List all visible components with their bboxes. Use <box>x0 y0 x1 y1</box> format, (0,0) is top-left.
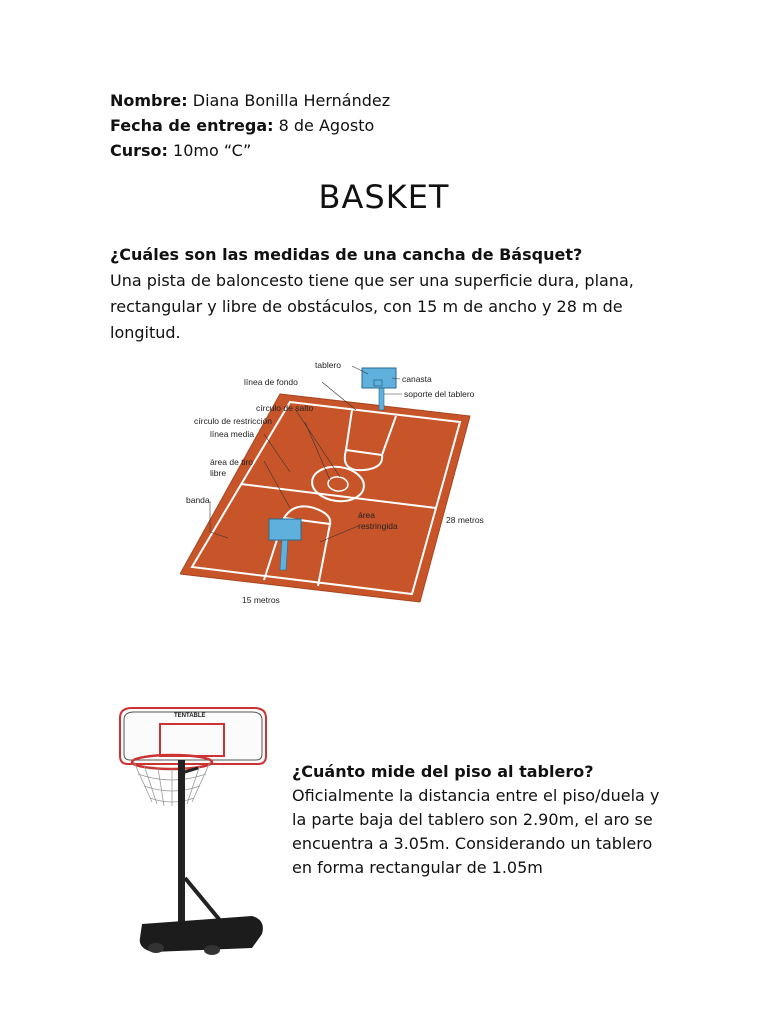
student-info <box>110 88 390 163</box>
label-area-restringida-1: área <box>358 510 376 520</box>
label-area-tiro-libre-1: área de tiro <box>210 457 253 467</box>
basketball-stand-image <box>112 702 274 958</box>
label-area-restringida-2: restringida <box>358 521 398 531</box>
section-court-measures <box>110 242 670 346</box>
label-circulo-salto: círculo de salto <box>256 403 314 413</box>
stand-pole <box>178 760 185 936</box>
question-court-measures: ¿Cuáles son las medidas de una cancha de Básquet? <box>110 245 583 264</box>
course-label: Curso: <box>110 141 168 160</box>
label-area-tiro-libre-2: libre <box>210 468 227 478</box>
name-row <box>110 88 390 113</box>
name-value: Diana Bonilla Hernández <box>192 91 391 110</box>
label-circulo-restriccion: círculo de restricción <box>194 416 272 426</box>
label-soporte-tablero: soporte del tablero <box>404 389 475 399</box>
course-value: 10mo “C” <box>173 141 252 160</box>
top-backboard <box>362 368 396 388</box>
label-linea-media: línea media <box>210 429 254 439</box>
bottom-backboard <box>269 519 301 540</box>
name-label: Nombre: <box>110 91 188 110</box>
course-row <box>110 138 390 163</box>
label-15-metros: 15 metros <box>242 595 280 605</box>
answer-court-measures: Una pista de baloncesto tiene que ser una superficie dura, plana, rectangular y libre de obstáculos, con 15 m de ancho y 28 m de longitud. <box>110 271 634 342</box>
page-title: BASKET <box>318 178 450 216</box>
label-banda: banda <box>186 495 210 505</box>
label-28-metros: 28 metros <box>446 515 484 525</box>
label-canasta: canasta <box>402 374 432 384</box>
date-value: 8 de Agosto <box>278 116 375 135</box>
question-backboard-height: ¿Cuánto mide del piso al tablero? <box>292 762 594 781</box>
court-diagram <box>180 352 510 612</box>
section-backboard-height <box>292 760 672 880</box>
date-label: Fecha de entrega: <box>110 116 274 135</box>
date-row <box>110 113 390 138</box>
label-tablero: tablero <box>315 360 341 370</box>
answer-backboard-height: Oficialmente la distancia entre el piso/duela y la parte baja del tablero son 2.90m, el aro se encuentra a 3.05m. Considerando un tablero en forma rectangular de 1.05m <box>292 786 660 877</box>
label-linea-fondo: línea de fondo <box>244 377 298 387</box>
stand-brand: TENTABLE <box>174 713 206 719</box>
